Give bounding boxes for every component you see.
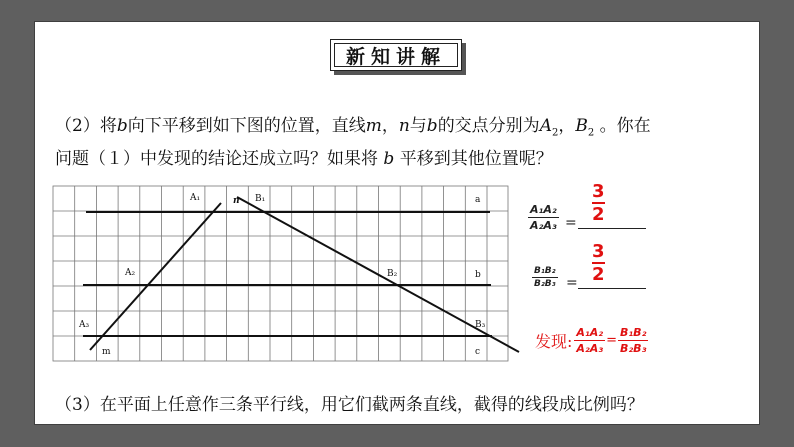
question-2-line-2: 问题（１）中发现的结论还成立吗？如果将 b 平移到其他位置呢？ — [55, 149, 553, 169]
parallel-lines — [83, 212, 492, 336]
label-n: n — [233, 196, 240, 206]
question-3: （3）在平面上任意作三条平行线，用它们截两条直线，截得的线段成比例吗？ — [55, 395, 644, 415]
finding-label: 发现: — [535, 332, 573, 351]
transversals — [90, 197, 519, 352]
page-title: 新知讲解 — [334, 43, 458, 67]
question-2-line-1: （2）将b向下平移到如下图的位置，直线m，n与b的交点分别为$A_2$，$B_2$ 。你在 — [55, 116, 651, 139]
label-c: c — [475, 347, 481, 357]
label-B1: B₁ — [255, 194, 266, 204]
ratio-b-equals: = — [566, 275, 578, 291]
answer-b: 3 2 — [592, 241, 605, 285]
answer-blank-b — [578, 288, 646, 289]
label-m: m — [102, 347, 111, 357]
ratio-a-equals: = — [565, 215, 577, 231]
label-B3: B₃ — [475, 320, 486, 330]
label-A2: A₂ — [125, 268, 136, 278]
slide — [35, 22, 759, 424]
ratio-b: B₁B₂ B₂B₃ — [534, 266, 556, 289]
ratio-a: A₁A₂ A₂A₃ — [530, 203, 557, 232]
label-b: b — [475, 270, 481, 280]
finding-equals: = — [606, 333, 617, 348]
grid-figure — [51, 184, 525, 364]
label-A1: A₁ — [190, 193, 201, 203]
label-a: a — [475, 195, 481, 205]
title-box — [330, 39, 462, 71]
finding-left-ratio: $\frac{\text{A₁A₂}}{\text{A₂A₃}}$ — [576, 326, 604, 355]
label-B2: B₂ — [387, 269, 398, 279]
line-m — [90, 203, 221, 350]
finding — [535, 326, 648, 355]
label-A3: A₃ — [79, 320, 90, 330]
finding-right-ratio: $\frac{\text{B₁B₂}}{\text{B₂B₃}}$ — [619, 326, 647, 355]
answer-a: 3 2 — [592, 181, 605, 225]
answer-blank-a — [578, 228, 646, 229]
